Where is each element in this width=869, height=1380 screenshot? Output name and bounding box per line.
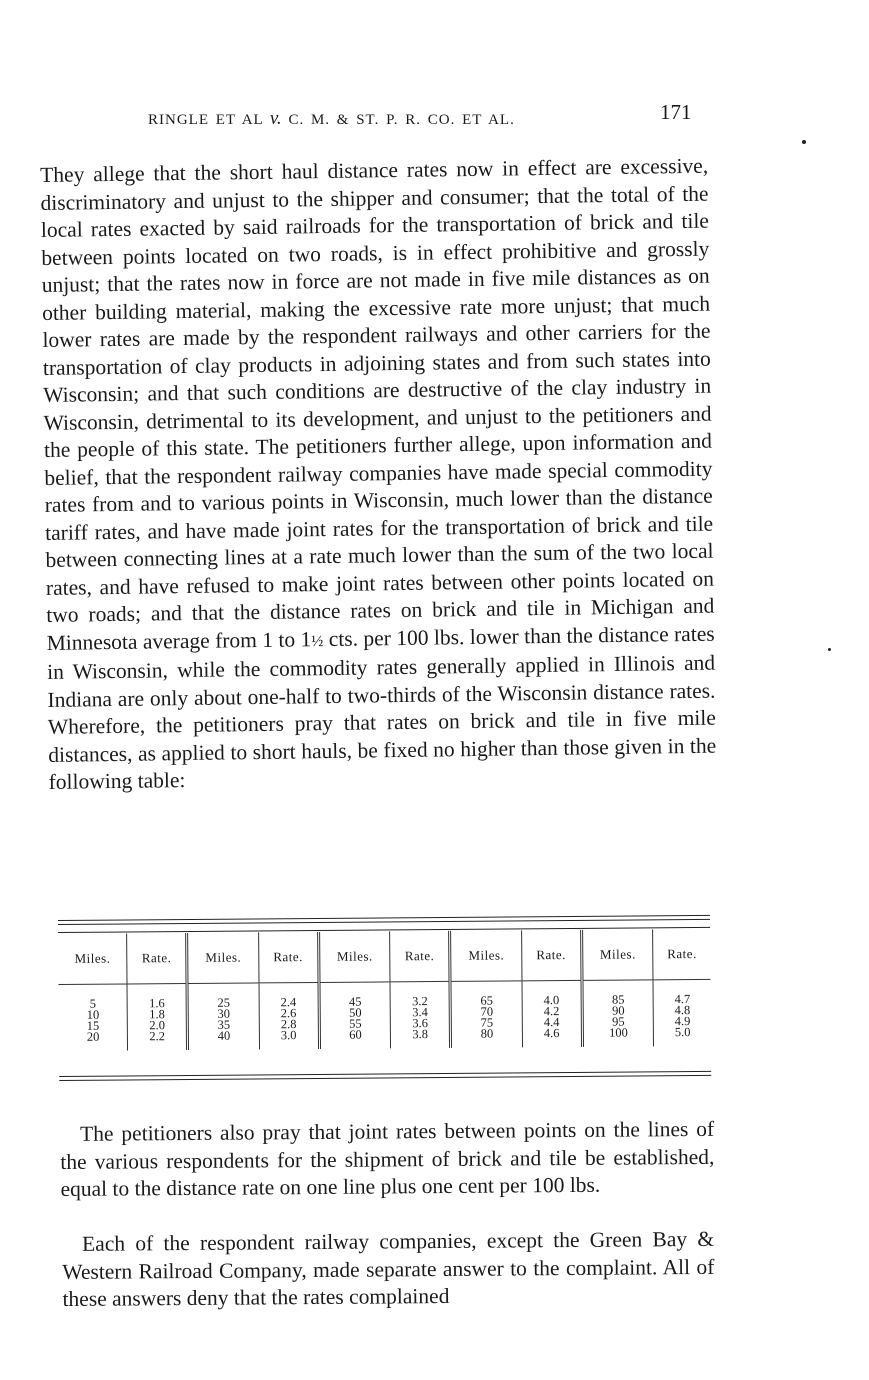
- column-header: Rate.: [653, 929, 710, 980]
- body-paragraph-3: Each of the respondent railway companies, except the Green Bay & Western Railroad Company, made separate answer to the complaint. All of these answers deny that the rates complained: [62, 1226, 715, 1311]
- fraction-whole: 1: [300, 626, 312, 651]
- stray-mark: [802, 140, 806, 144]
- column-header: Miles.: [581, 929, 653, 980]
- rate-table-block: [58, 915, 711, 1085]
- running-head-right: C. M. & ST. P. R. CO. ET AL.: [288, 112, 515, 128]
- stray-mark: [828, 648, 831, 651]
- miles-cell: 5 10 15 20: [86, 996, 100, 1044]
- miles-cell: 25 30 35 40: [187, 983, 259, 1050]
- paragraph-1-text-cont: cts. per 100 lbs. lower than the distance rates in Wisconsin, while the commodity rates generally applied in Illinois and Indiana are only about one-half to two-thirds of the Wisconsin distance rates. Wherefore, the petitioners pray that rates on brick and tile in five mile distances, as applied to short hauls, be fixed no higher than those given in the following table:: [46, 621, 717, 794]
- paragraph-1-text: They allege that the short haul distance rates now in effect are excessive, discriminatory and unjust to the shipper and consumer; that the total of the local rates exacted by said railroads for the transportation of brick and tile between points located on two roads, is in effect prohibitive and grossly unjust; that the rates now in force are not made in five mile distances as on other building material, making the excessive rate more unjust; that much lower rates are made by the respondent railways and other carriers for the transportation of clay products in adjoining states and from such states into Wisconsin; and that such conditions are destructive of the clay industry in Wisconsin, detrimental to its development, and unjust to the petitioners and the people of this state. The petitioners further allege, upon information and belief, that the respondent railway companies have made special commodity rates from and to various points in Wisconsin, much lower than the distance tariff rates, and have made joint rates for the transportation of brick and tile between connecting lines at a rate much lower than the sum of the two local rates, and have refused to make joint rates between other points located on two roads; and that the distance rates on brick and tile in Michigan and Minnesota average from 1 to: [40, 153, 715, 655]
- body-paragraph-2: The petitioners also pray that joint rates between points on the lines of the various respondents for the shipment of brick and tile be established, equal to the distance rate on one line plus one cent per 100 lbs.: [60, 1116, 715, 1201]
- table-header-row: [58, 929, 710, 985]
- rate-cell: 4.0 4.2 4.4 4.6: [522, 980, 582, 1047]
- rate-table: [58, 929, 711, 1051]
- miles-cell: 65 70 75 80: [450, 981, 522, 1048]
- rate-cell: 3.2 3.4 3.6 3.8: [390, 981, 450, 1048]
- rate-cell: 2.4 2.6 2.8 3.0: [259, 982, 319, 1049]
- column-header: Rate.: [522, 930, 582, 981]
- miles-cell: 45 50 55 60: [319, 982, 391, 1049]
- column-header: Rate.: [390, 931, 450, 982]
- running-head-versus: v.: [269, 108, 282, 129]
- column-header: Miles.: [450, 930, 522, 981]
- rate-cell: 1.6 1.8 2.0 2.2: [127, 983, 187, 1050]
- running-head-left: RINGLE ET AL: [148, 112, 264, 128]
- fraction-part: ½: [311, 632, 324, 650]
- body-paragraph-1: [40, 153, 717, 797]
- column-header: Miles.: [58, 933, 127, 984]
- miles-cell: 85 90 95 100: [582, 980, 654, 1047]
- column-header: Miles.: [187, 932, 259, 983]
- running-head: [148, 108, 515, 130]
- table-row: [59, 979, 712, 1051]
- page-number: 171: [660, 100, 692, 124]
- column-header: Miles.: [318, 931, 390, 982]
- rate-cell: 4.7 4.8 4.9 5.0: [653, 979, 711, 1046]
- column-header: Rate.: [258, 932, 318, 983]
- column-header: Rate.: [127, 933, 187, 984]
